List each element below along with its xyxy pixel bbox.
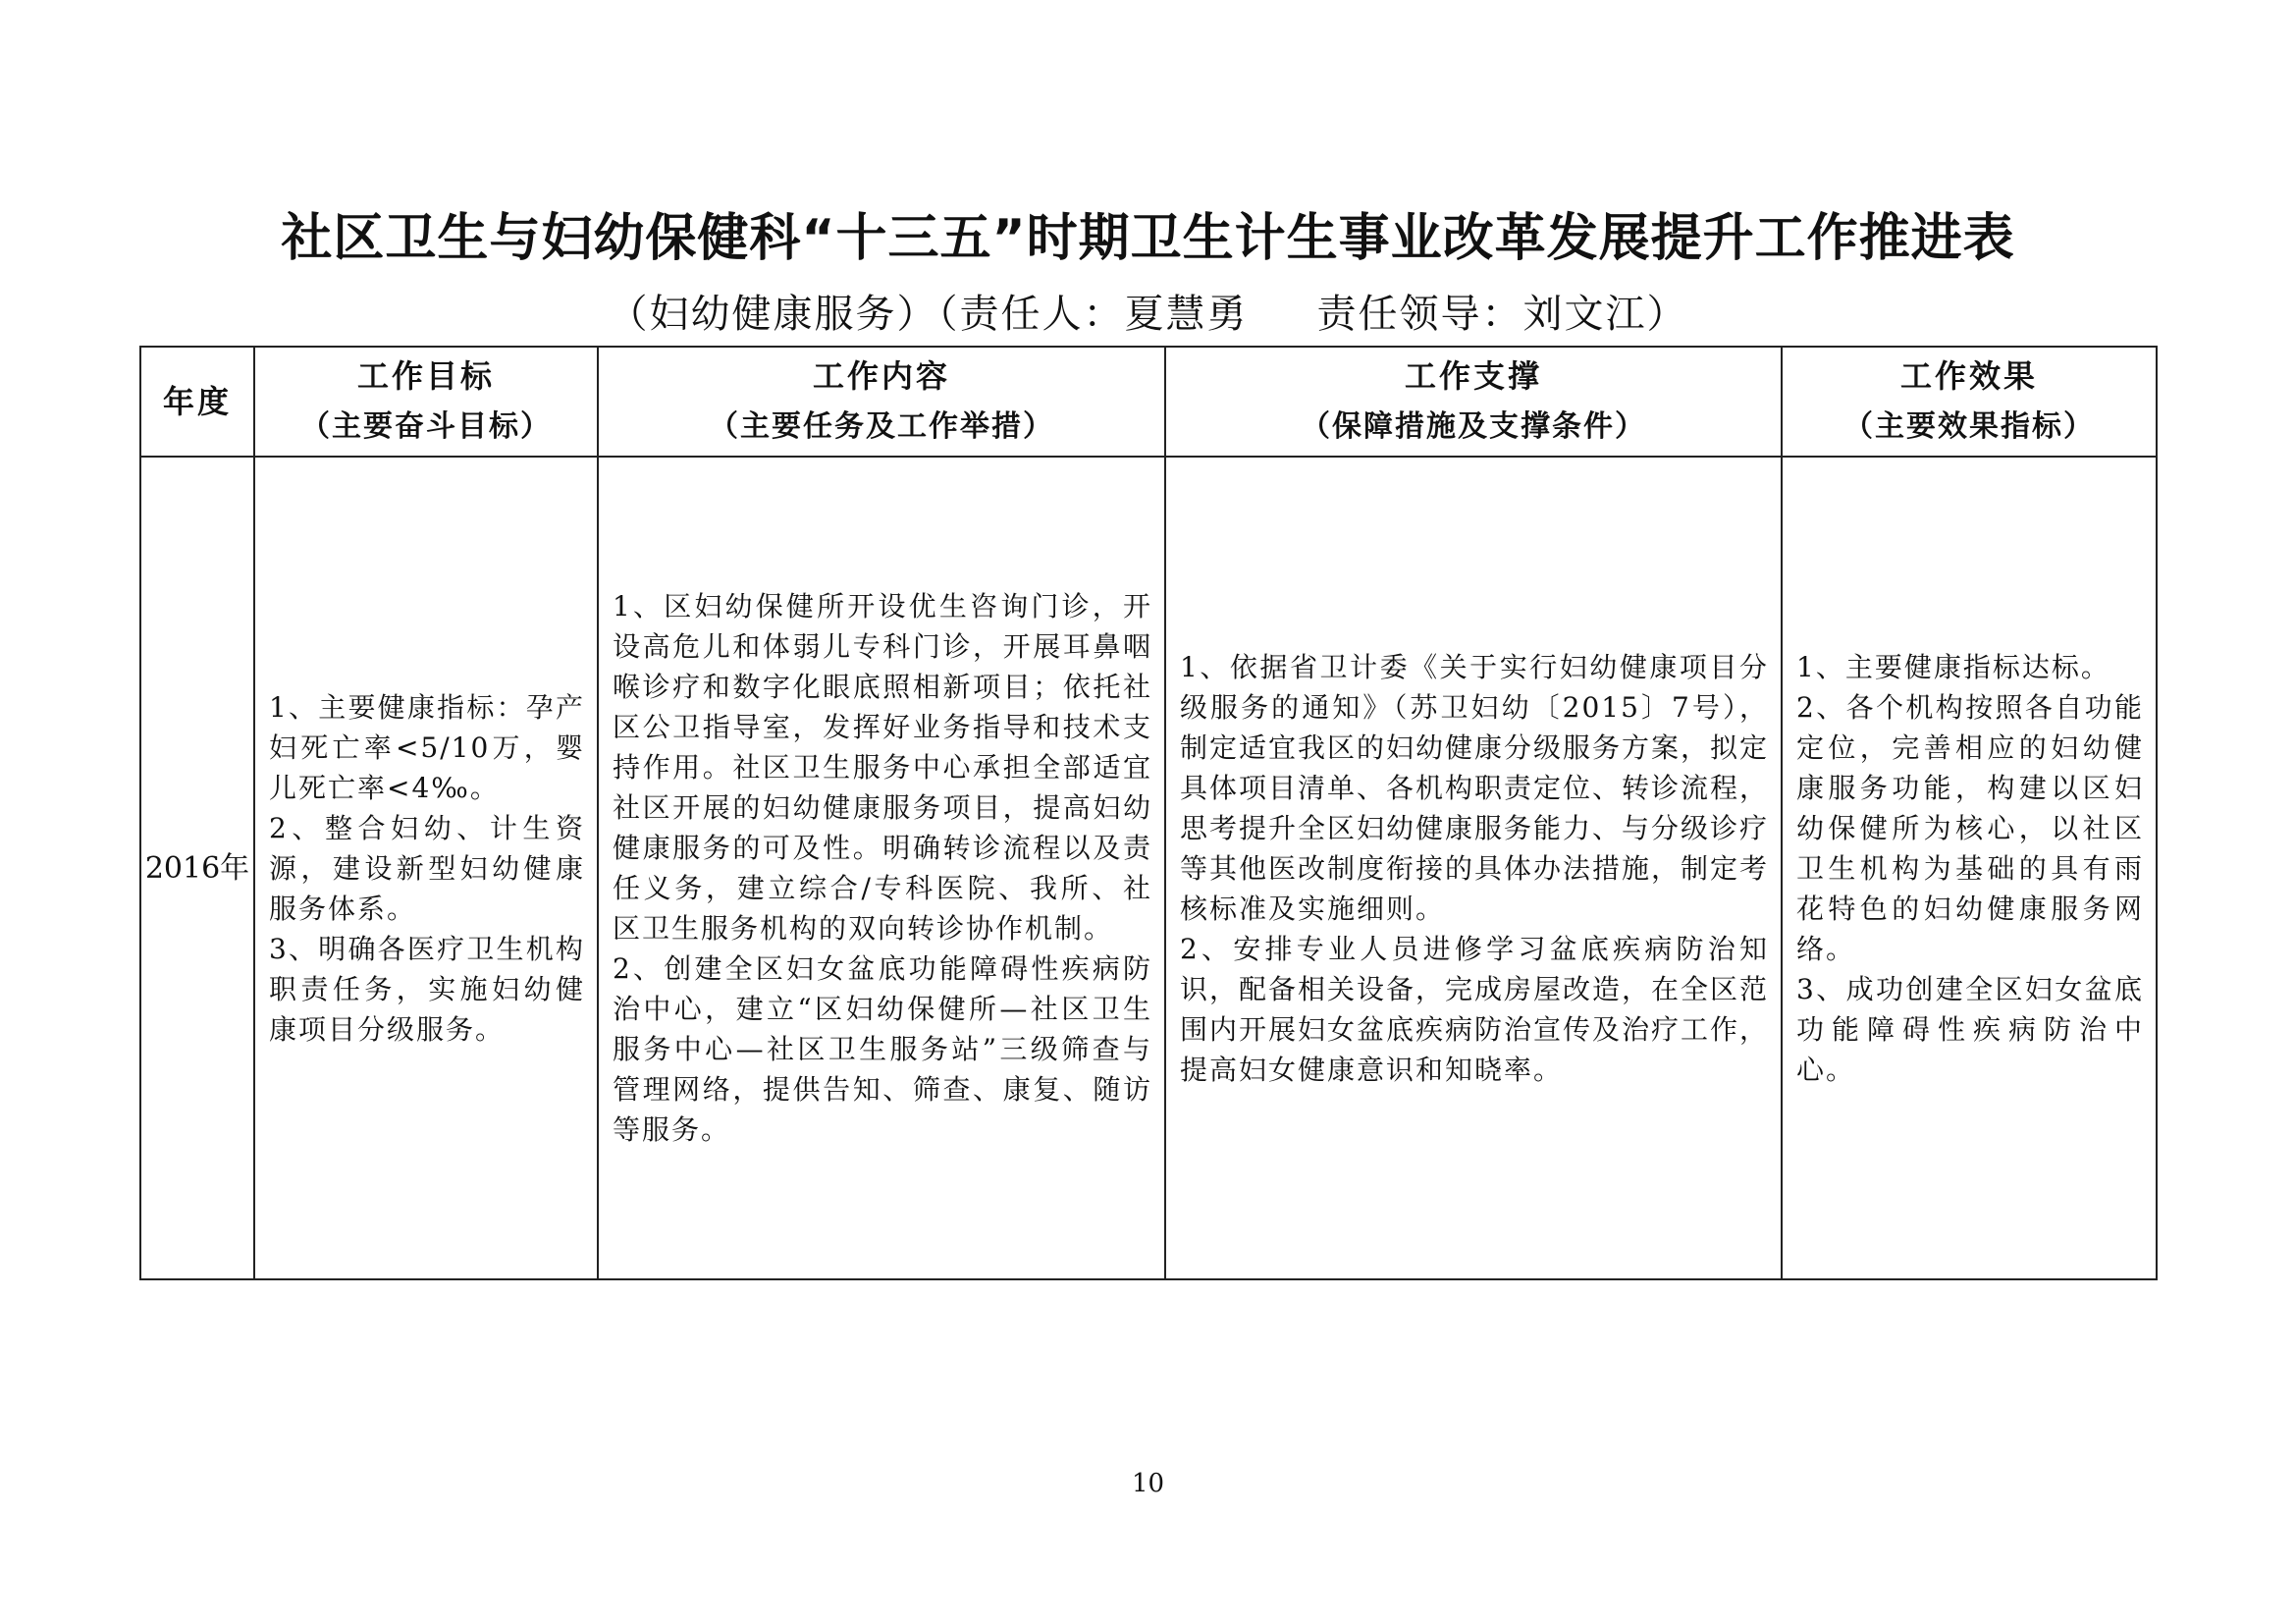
- support-item: 1、依据省卫计委《关于实行妇幼健康项目分级服务的通知》（苏卫妇幼〔2015〕7号），制定适宜我区的妇幼健康分级服务方案，拟定具体项目清单、各机构职责定位、转诊流程，思考提升全区妇幼健康服务能力、与分级诊疗等其他医改制度衔接的具体办法措施，制定考核标准及实施细则。: [1180, 650, 1770, 925]
- header-content: [598, 347, 1165, 457]
- header-support-sub: （保障措施及支撑条件）: [1301, 409, 1646, 444]
- effect-item: 3、成功创建全区妇女盆底功能障碍性疾病防治中心。: [1796, 972, 2144, 1086]
- cell-year: 2016年: [140, 457, 254, 1279]
- table-row: [140, 457, 2157, 1279]
- cell-goal: [254, 457, 598, 1279]
- page-subtitle: [0, 287, 2296, 342]
- subtitle-responsible-person: （妇幼健康服务）（责任人：夏慧勇: [608, 292, 1249, 337]
- cell-support: [1165, 457, 1782, 1279]
- header-effect-main: 工作效果: [1899, 357, 2038, 395]
- header-content-sub: （主要任务及工作举措）: [709, 409, 1054, 444]
- header-year: 年度: [140, 347, 254, 457]
- subtitle-responsible-leader: 责任领导：刘文江）: [1316, 292, 1688, 337]
- header-support-main: 工作支撑: [1404, 357, 1542, 395]
- header-effect: [1782, 347, 2157, 457]
- table-header-row: [140, 347, 2157, 457]
- page-number: 10: [1131, 1469, 1165, 1498]
- cell-content: [598, 457, 1165, 1279]
- header-goal-sub: （主要奋斗目标）: [300, 409, 552, 444]
- header-content-main: 工作内容: [812, 357, 950, 395]
- effect-item: 2、各个机构按照各自功能定位，完善相应的妇幼健康服务功能，构建以区妇幼保健所为核心，以社区卫生机构为基础的具有雨花特色的妇幼健康服务网络。: [1796, 690, 2144, 965]
- header-support: [1165, 347, 1782, 457]
- content-item: 1、区妇幼保健所开设优生咨询门诊，开设高危儿和体弱儿专科门诊，开展耳鼻咽喉诊疗和数字化眼底照相新项目；依托社区公卫指导室，发挥好业务指导和技术支持作用。社区卫生服务中心承担全部适宜社区开展的妇幼健康服务项目，提高妇幼健康服务的可及性。明确转诊流程以及责任义务，建立综合/专科医院、我所、社区卫生服务机构的双向转诊协作机制。: [613, 590, 1152, 945]
- page-title: 社区卫生与妇幼保健科“十三五”时期卫生计生事业改革发展提升工作推进表: [281, 209, 2015, 268]
- goal-item: 3、明确各医疗卫生机构职责任务，实施妇幼健康项目分级服务。: [269, 932, 585, 1046]
- support-item: 2、安排专业人员进修学习盆底疾病防治知识，配备相关设备，完成房屋改造，在全区范围内开展妇女盆底疾病防治宣传及治疗工作，提高妇女健康意识和知晓率。: [1180, 932, 1770, 1086]
- content-item: 2、创建全区妇女盆底功能障碍性疾病防治中心，建立“区妇幼保健所—社区卫生服务中心—社区卫生服务站”三级筛查与管理网络，提供告知、筛查、康复、随访等服务。: [613, 952, 1152, 1146]
- header-goal-main: 工作目标: [356, 357, 495, 395]
- effect-item: 1、主要健康指标达标。: [1796, 650, 2110, 683]
- cell-effect: [1782, 457, 2157, 1279]
- goal-item: 1、主要健康指标：孕产妇死亡率<5/10万，婴儿死亡率<4‰。: [269, 690, 585, 804]
- header-effect-sub: （主要效果指标）: [1843, 409, 2095, 444]
- header-goal: [254, 347, 598, 457]
- work-plan-table: [139, 346, 2158, 1280]
- goal-item: 2、整合妇幼、计生资源，建设新型妇幼健康服务体系。: [269, 811, 585, 925]
